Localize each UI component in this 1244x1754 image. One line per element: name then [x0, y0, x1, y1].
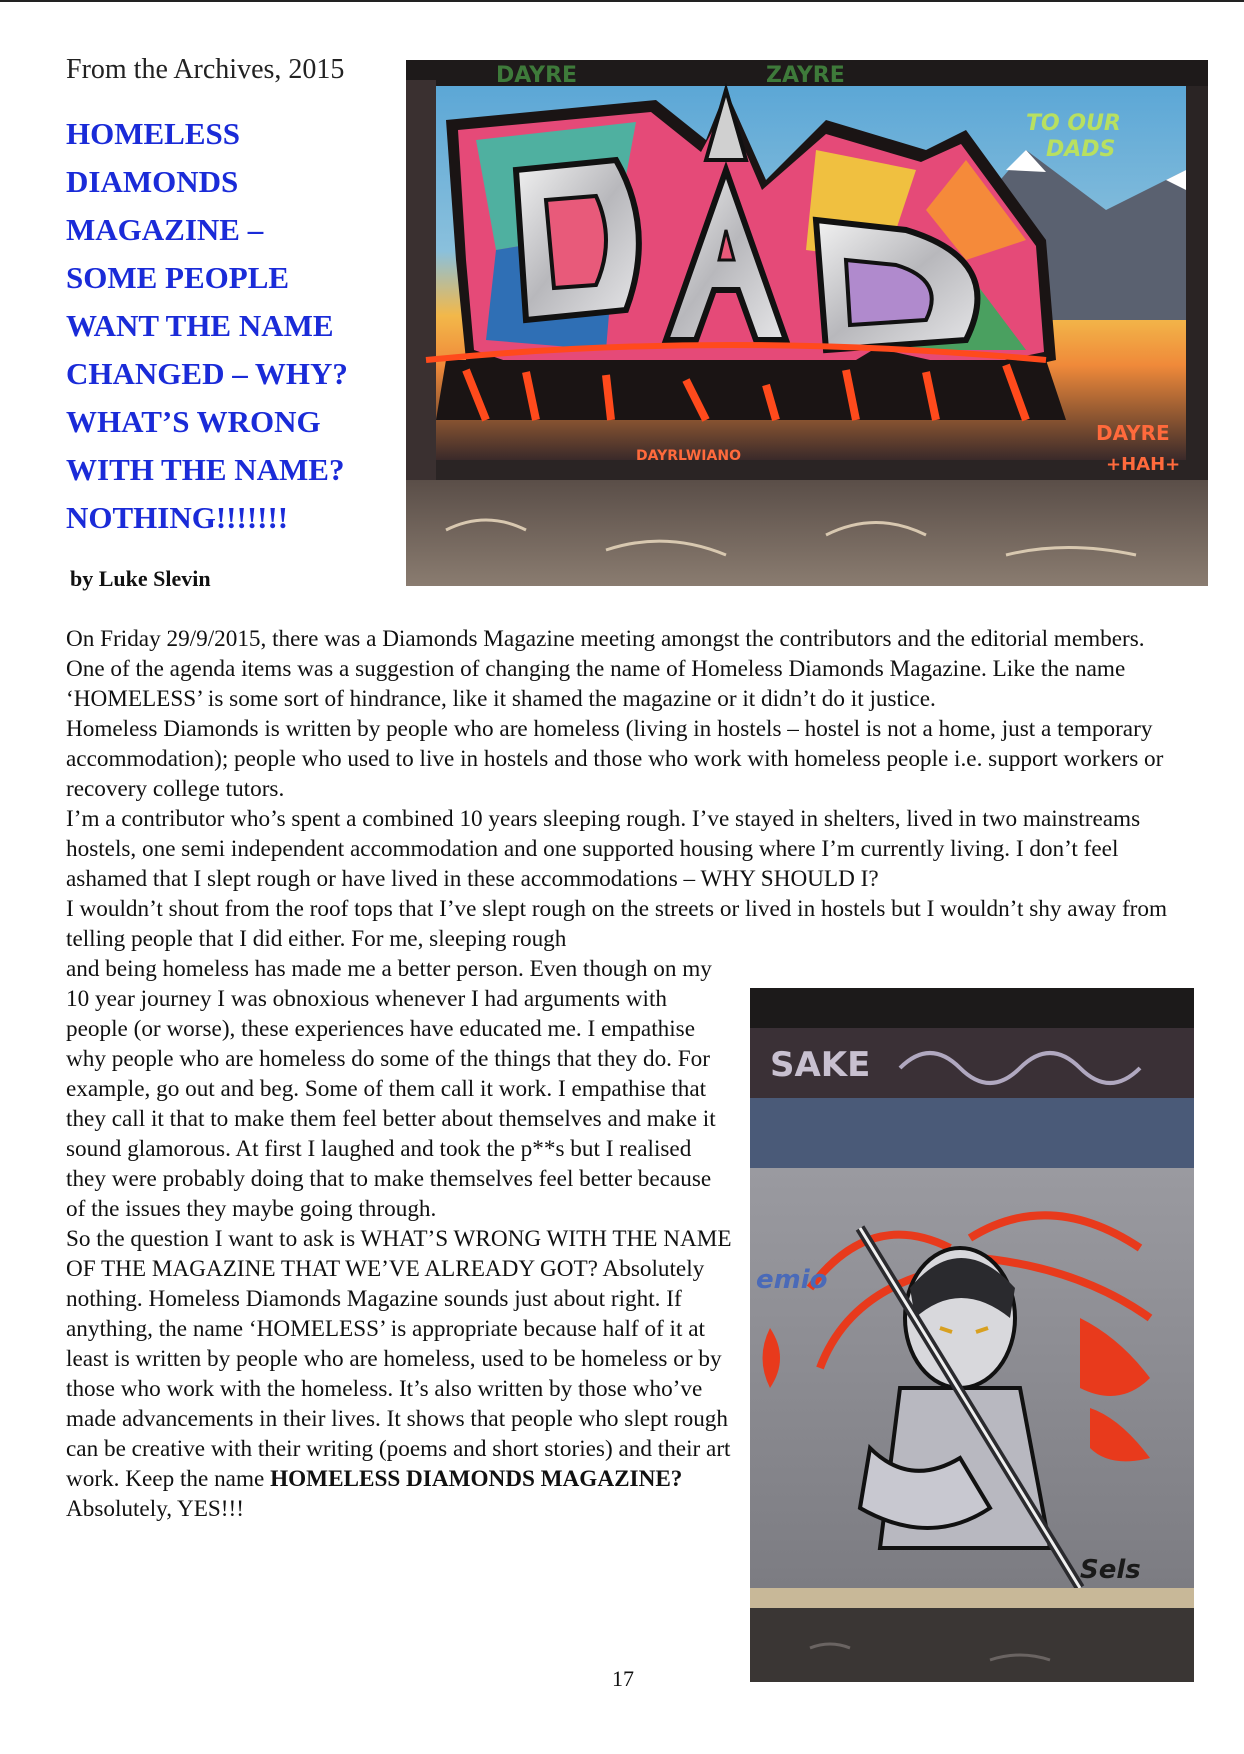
byline: by Luke Slevin: [70, 566, 211, 591]
paragraph: [66, 1224, 732, 1494]
headline-line: CHANGED – WHY?: [66, 356, 348, 391]
closing-line: Absolutely, YES!!!: [66, 1496, 244, 1522]
dad-graffiti-photo: [406, 60, 1208, 586]
archive-kicker: From the Archives, 2015: [66, 54, 345, 85]
tag-bottom-right: Sels: [1080, 1555, 1141, 1585]
headline-line: MAGAZINE –: [66, 212, 264, 247]
top-rule: [0, 0, 1244, 2]
svg-text:DAYRE: DAYRE: [1096, 421, 1170, 445]
paragraph: I wouldn’t shout from the roof tops that I’ve slept rough on the streets or lived in hostels but I wouldn’t shy away from telling people that I did either. For me, sleeping rough: [66, 896, 1168, 952]
tag-left: emio: [756, 1265, 828, 1295]
headline-line: SOME PEOPLE: [66, 260, 290, 295]
paragraph: Homeless Diamonds is written by people who are homeless (living in hostels – hostel is not a home, just a temporary accommodation); people who used to live in hostels and those who work with homeless people i.e. support workers or recovery college tutors.: [66, 716, 1164, 802]
tag-top-left: DAYRE: [496, 63, 578, 88]
paragraph: and being homeless has made me a better person. Even though on my 10 year journey I was obnoxious whenever I had arguments with people (or worse), these experiences have educated me. I empathise why people who are homeless do some of the things that they do. For example, go out and beg. Some of them call it work. I empathise that they call it that to make them feel better about themselves and make it sound glamorous. At first I laughed and took the p**s but I realised they were probably doing that to make themselves feel better because of the issues they maybe going through.: [66, 956, 716, 1222]
tag-to-our: TO OUR: [1026, 111, 1121, 136]
page-number: 17: [612, 1666, 634, 1691]
tag-dads: DADS: [1046, 137, 1116, 162]
headline-line: WANT THE NAME: [66, 308, 334, 343]
headline-line: DIAMONDS: [66, 164, 239, 199]
warrior-graffiti-photo: [750, 988, 1194, 1682]
article-body-full-width: [66, 624, 1186, 954]
svg-text:ZAYRE: ZAYRE: [766, 63, 845, 88]
tag-sake: SAKE: [770, 1045, 871, 1085]
closing-bold: HOMELESS DIAMONDS MAGAZINE?: [270, 1466, 683, 1492]
article-body-column: [66, 954, 732, 1524]
paragraph: On Friday 29/9/2015, there was a Diamonds Magazine meeting amongst the contributors and the editorial members. One of the agenda items was a suggestion of changing the name of Homeless Diamonds Magazine. Like the name ‘HOMELESS’ is some sort of hindrance, like it shamed the magazine or it didn’t do it justice.: [66, 626, 1145, 712]
headline-line: NOTHING!!!!!!!: [66, 500, 289, 535]
headline: [66, 110, 396, 542]
svg-text:+HAH+: +HAH+: [1106, 454, 1181, 475]
paragraph-text: So the question I want to ask is WHAT’S WRONG WITH THE NAME OF THE MAGAZINE THAT WE’VE ALREADY GOT? Absolutely nothing. Homeless Diamonds Magazine sounds just about right. If anything, the name ‘HOMELESS’ is appropriate because half of it at least is written by people who are homeless, used to be homeless or by those who work with the homeless. It’s also written by those who’ve made advancements in their lives. It shows that people who slept rough can be creative with their writing (poems and short stories) and their art work. Keep the name: [66, 1226, 732, 1492]
headline-line: WITH THE NAME?: [66, 452, 345, 487]
paragraph: I’m a contributor who’s spent a combined 10 years sleeping rough. I’ve stayed in shelters, lived in two mainstreams hostels, one semi independent accommodation and one supported housing where I’m currently living. I don’t feel ashamed that I slept rough or have lived in these accommodations – WHY SHOULD I?: [66, 806, 1141, 892]
headline-line: WHAT’S WRONG: [66, 404, 321, 439]
tag-bottom: DAYRLWIANO: [636, 448, 741, 464]
headline-line: HOMELESS: [66, 116, 240, 151]
